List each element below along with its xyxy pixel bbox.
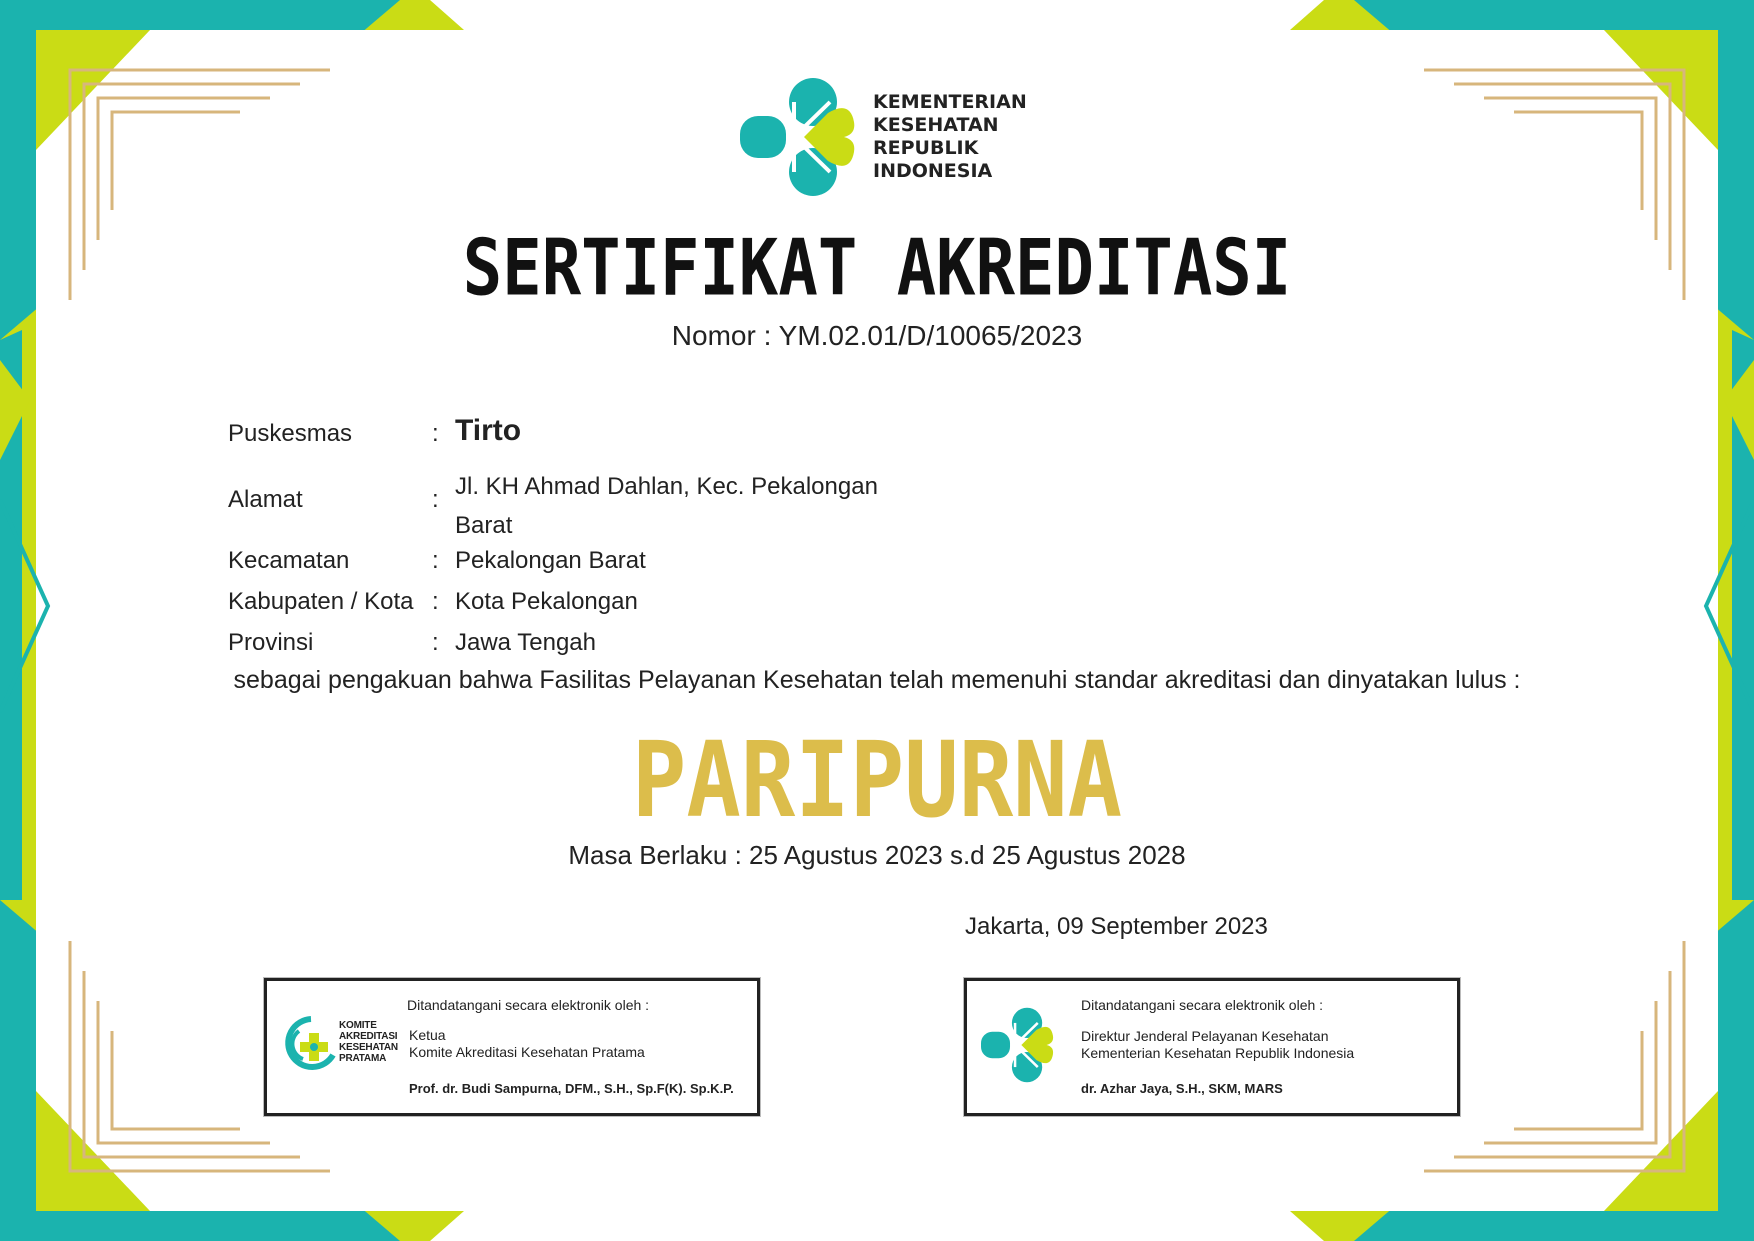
field-label-kecamatan: Kecamatan xyxy=(228,547,350,574)
signer-role-line-2: Komite Akreditasi Kesehatan Pratama xyxy=(409,1044,645,1060)
ministry-health-logo-icon xyxy=(981,1002,1063,1088)
field-value-provinsi: Jawa Tengah xyxy=(455,629,596,656)
field-separator: : xyxy=(432,588,439,615)
validity-period: Masa Berlaku : 25 Agustus 2023 s.d 25 Agustus 2028 xyxy=(568,840,1186,870)
field-label-kota: Kabupaten / Kota xyxy=(228,588,414,615)
place-and-date: Jakarta, 09 September 2023 xyxy=(965,913,1268,940)
committee-logo-line-2: AKREDITASI xyxy=(339,1031,398,1042)
ministry-name-line-3: REPUBLIK xyxy=(873,137,979,159)
field-separator: : xyxy=(432,629,439,656)
field-separator: : xyxy=(432,486,439,513)
certificate-number: Nomor : YM.02.01/D/10065/2023 xyxy=(671,320,1083,351)
committee-logo-line-4: PRATAMA xyxy=(339,1053,387,1064)
accreditation-result: PARIPURNA xyxy=(631,719,1123,842)
accreditation-statement: sebagai pengakuan bahwa Fasilitas Pelayanan Kesehatan telah memenuhi standar akreditasi dan dinyatakan lulus : xyxy=(233,666,1521,694)
field-value-alamat: Jl. KH Ahmad Dahlan, Kec. Pekalongan Barat xyxy=(455,473,878,539)
field-value-kota: Kota Pekalongan xyxy=(455,588,638,615)
committee-logo-line-3: KESEHATAN xyxy=(339,1042,398,1053)
committee-logo-line-1: KOMITE xyxy=(339,1020,377,1031)
field-separator: : xyxy=(432,547,439,574)
signer-role-line-1: Direktur Jenderal Pelayanan Kesehatan xyxy=(1081,1028,1329,1044)
ministry-health-logo-icon xyxy=(740,72,870,202)
signature-box-committee xyxy=(264,978,760,1116)
signature-heading: Ditandatangani secara elektronik oleh : xyxy=(1081,997,1324,1013)
ministry-name xyxy=(873,91,1073,183)
signature-box-ministry xyxy=(964,978,1460,1116)
field-label-provinsi: Provinsi xyxy=(228,629,314,656)
field-value-puskesmas: Tirto xyxy=(455,414,522,447)
certificate-title: SERTIFIKAT AKREDITASI xyxy=(462,222,1292,314)
ministry-name-line-4: INDONESIA xyxy=(873,160,993,182)
committee-logo-text xyxy=(339,1020,398,1064)
field-value-kecamatan: Pekalongan Barat xyxy=(455,547,646,574)
ministry-name-line-2: KESEHATAN xyxy=(873,114,999,136)
signer-role-line-2: Kementerian Kesehatan Republik Indonesia xyxy=(1081,1045,1355,1061)
field-label-alamat: Alamat xyxy=(228,486,303,513)
committee-logo-icon xyxy=(281,1015,341,1071)
ministry-name-line-1: KEMENTERIAN xyxy=(873,91,1027,113)
signer-role-line-1: Ketua xyxy=(409,1027,446,1043)
signer-name: Prof. dr. Budi Sampurna, DFM., S.H., Sp.F(K). Sp.K.P. xyxy=(409,1081,734,1096)
field-label-puskesmas: Puskesmas xyxy=(228,420,353,447)
signer-name: dr. Azhar Jaya, S.H., SKM, MARS xyxy=(1081,1081,1283,1096)
signature-heading: Ditandatangani secara elektronik oleh : xyxy=(407,997,650,1013)
field-separator: : xyxy=(432,420,439,447)
